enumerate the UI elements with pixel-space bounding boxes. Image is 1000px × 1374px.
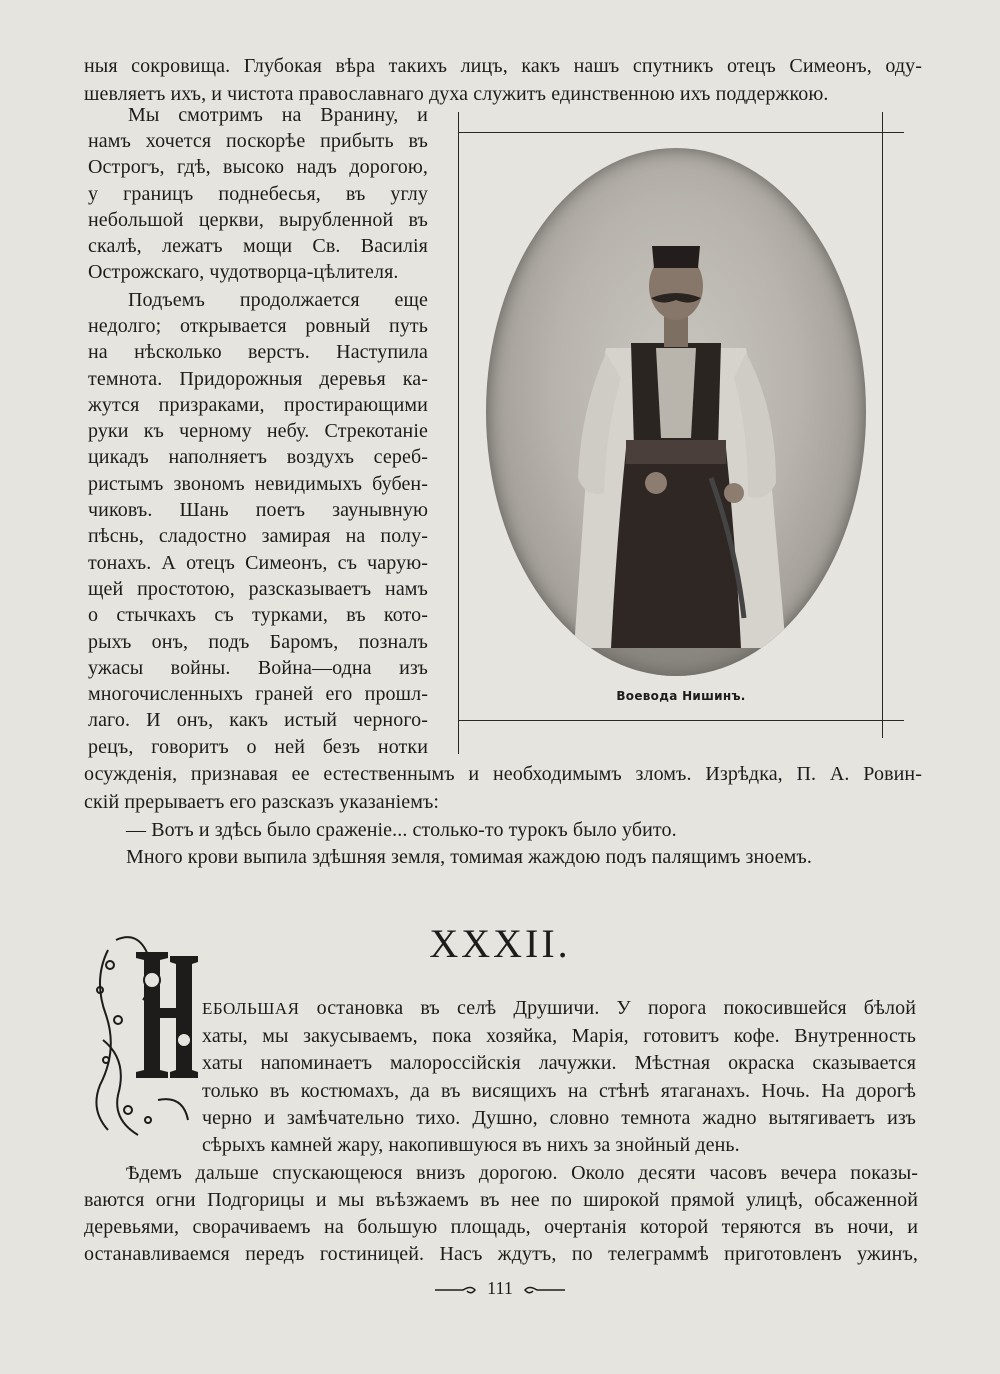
paragraph-first-line: Мы смотримъ на Вранину, и bbox=[128, 104, 428, 126]
text-line: небольшой церкви, вырубленной въ bbox=[88, 209, 428, 231]
text-line: останавливаемся передъ гостиницей. Насъ ждутъ, по телеграммѣ приготовленъ ужинъ, bbox=[84, 1243, 918, 1265]
page-number-footer bbox=[0, 1274, 1000, 1302]
text-line: темнота. Придорожныя деревья ка- bbox=[88, 368, 428, 390]
text-line: ристымъ звономъ невидимыхъ бубен- bbox=[88, 473, 428, 495]
text-line: цикадъ наполняетъ воздухъ сереб- bbox=[88, 446, 428, 468]
text-line: сѣрыхъ камней жару, накопившуюся въ нихъ за знойный день. bbox=[202, 1134, 740, 1156]
line-rest: остановка въ селѣ Друшичи. У порога покосившейся бѣлой bbox=[299, 997, 916, 1019]
figure-rule-left bbox=[458, 112, 459, 754]
text-line: тонахъ. А отецъ Симеонъ, съ чарую- bbox=[88, 552, 428, 574]
text-line: недолго; открывается ровный путь bbox=[88, 315, 428, 337]
text-line: лаго. И онъ, какъ истый черного- bbox=[88, 709, 428, 731]
quote-line: — Вотъ и здѣсь было сраженіе... столько-то турокъ было убито. bbox=[126, 819, 677, 841]
paragraph-first-line: Много крови выпила здѣшняя земля, томимая жаждою подъ палящимъ зноемъ. bbox=[126, 846, 812, 868]
portrait-figure bbox=[458, 112, 904, 754]
paragraph-first-line: Подъемъ продолжается еще bbox=[128, 289, 428, 311]
text-line: пѣснь, сладостно замирая на полу- bbox=[88, 525, 428, 547]
text-line: рыхъ онъ, подъ Баромъ, позналъ bbox=[88, 631, 428, 653]
text-line: хаты напоминаетъ малороссійскія лачужки. Мѣстная окраска сказывается bbox=[202, 1052, 916, 1074]
text-line: руки къ черному небу. Стрекотаніе bbox=[88, 420, 428, 442]
text-line: на нѣсколько верстъ. Наступила bbox=[88, 341, 428, 363]
text-line: у границъ поднебесья, въ углу bbox=[88, 183, 428, 205]
text-line: чиковъ. Шань поетъ заунывную bbox=[88, 499, 428, 521]
text-line: намъ хочется поскорѣе прибыть въ bbox=[88, 130, 428, 152]
text-line: щей простотою, разсказываетъ намъ bbox=[88, 578, 428, 600]
text-line: только въ костюмахъ, да въ висящихъ на стѣнѣ ятаганахъ. Ночь. На дорогѣ bbox=[202, 1080, 916, 1102]
text-line: шевляетъ ихъ, и чистота православнаго духа служитъ единственною ихъ поддержкою. bbox=[84, 83, 829, 105]
text-line: скалѣ, лежатъ мощи Св. Василія bbox=[88, 235, 428, 257]
text-line: хаты, мы закусываемъ, пока хозяйка, Марія, готовитъ кофе. Внутренность bbox=[202, 1025, 916, 1047]
figure-rule-bottom bbox=[458, 720, 904, 721]
left-ornament-icon bbox=[433, 1283, 483, 1297]
voivode-portrait-image bbox=[486, 148, 866, 676]
chapter-first-line bbox=[202, 994, 916, 1022]
paragraph-first-line: Ѣдемъ дальше спускающеюся внизъ дорогою. Около десяти часовъ вечера показы- bbox=[126, 1162, 918, 1184]
text-line: черно и замѣчательно тихо. Душно, словно темнота жадно вытягиваетъ изъ bbox=[202, 1107, 916, 1129]
page-number: 111 bbox=[487, 1278, 513, 1298]
right-ornament-icon bbox=[517, 1283, 567, 1297]
text-line: скій прерываетъ его разсказъ указаніемъ: bbox=[84, 791, 440, 813]
text-line: деревьями, сворачиваемъ на большую площадь, очертанія которой теряются въ ночи, и bbox=[84, 1216, 918, 1238]
text-line: рецъ, говоритъ о ней безъ нотки bbox=[88, 736, 428, 758]
figure-rule-right bbox=[882, 112, 883, 738]
figure-rule-top bbox=[458, 132, 904, 133]
ornamental-initial-n-icon bbox=[88, 920, 218, 1150]
portrait-photo bbox=[486, 148, 866, 676]
decorated-initial-letter bbox=[88, 920, 218, 1150]
text-line: ваются огни Подгорицы и мы въѣзжаемъ въ нее по широкой прямой улицѣ, обсаженной bbox=[84, 1189, 918, 1211]
text-line: о стычкахъ съ турками, въ кото- bbox=[88, 604, 428, 626]
chapter-heading: XXXII. bbox=[429, 921, 571, 966]
text-line: Острожскаго, чудотворца-цѣлителя. bbox=[88, 261, 399, 283]
text-line: многочисленныхъ граней его прошл- bbox=[88, 683, 428, 705]
text-line: ныя сокровища. Глубокая вѣра такихъ лицъ, какъ нашъ спутникъ отецъ Симеонъ, оду- bbox=[84, 55, 922, 77]
figure-caption: Воевода Нишинъ. bbox=[616, 689, 746, 703]
text-line: осужденія, признавая ее естественнымъ и необходимымъ зломъ. Изрѣдка, П. А. Ровин- bbox=[84, 763, 922, 785]
text-line: жутся призраками, простирающими bbox=[88, 394, 428, 416]
text-line: Острогъ, гдѣ, высоко надъ дорогою, bbox=[88, 156, 428, 178]
text-line: ужасы войны. Война—одна изъ bbox=[88, 657, 428, 679]
small-caps-lead: ЕБОЛЬШАЯ bbox=[202, 999, 300, 1018]
